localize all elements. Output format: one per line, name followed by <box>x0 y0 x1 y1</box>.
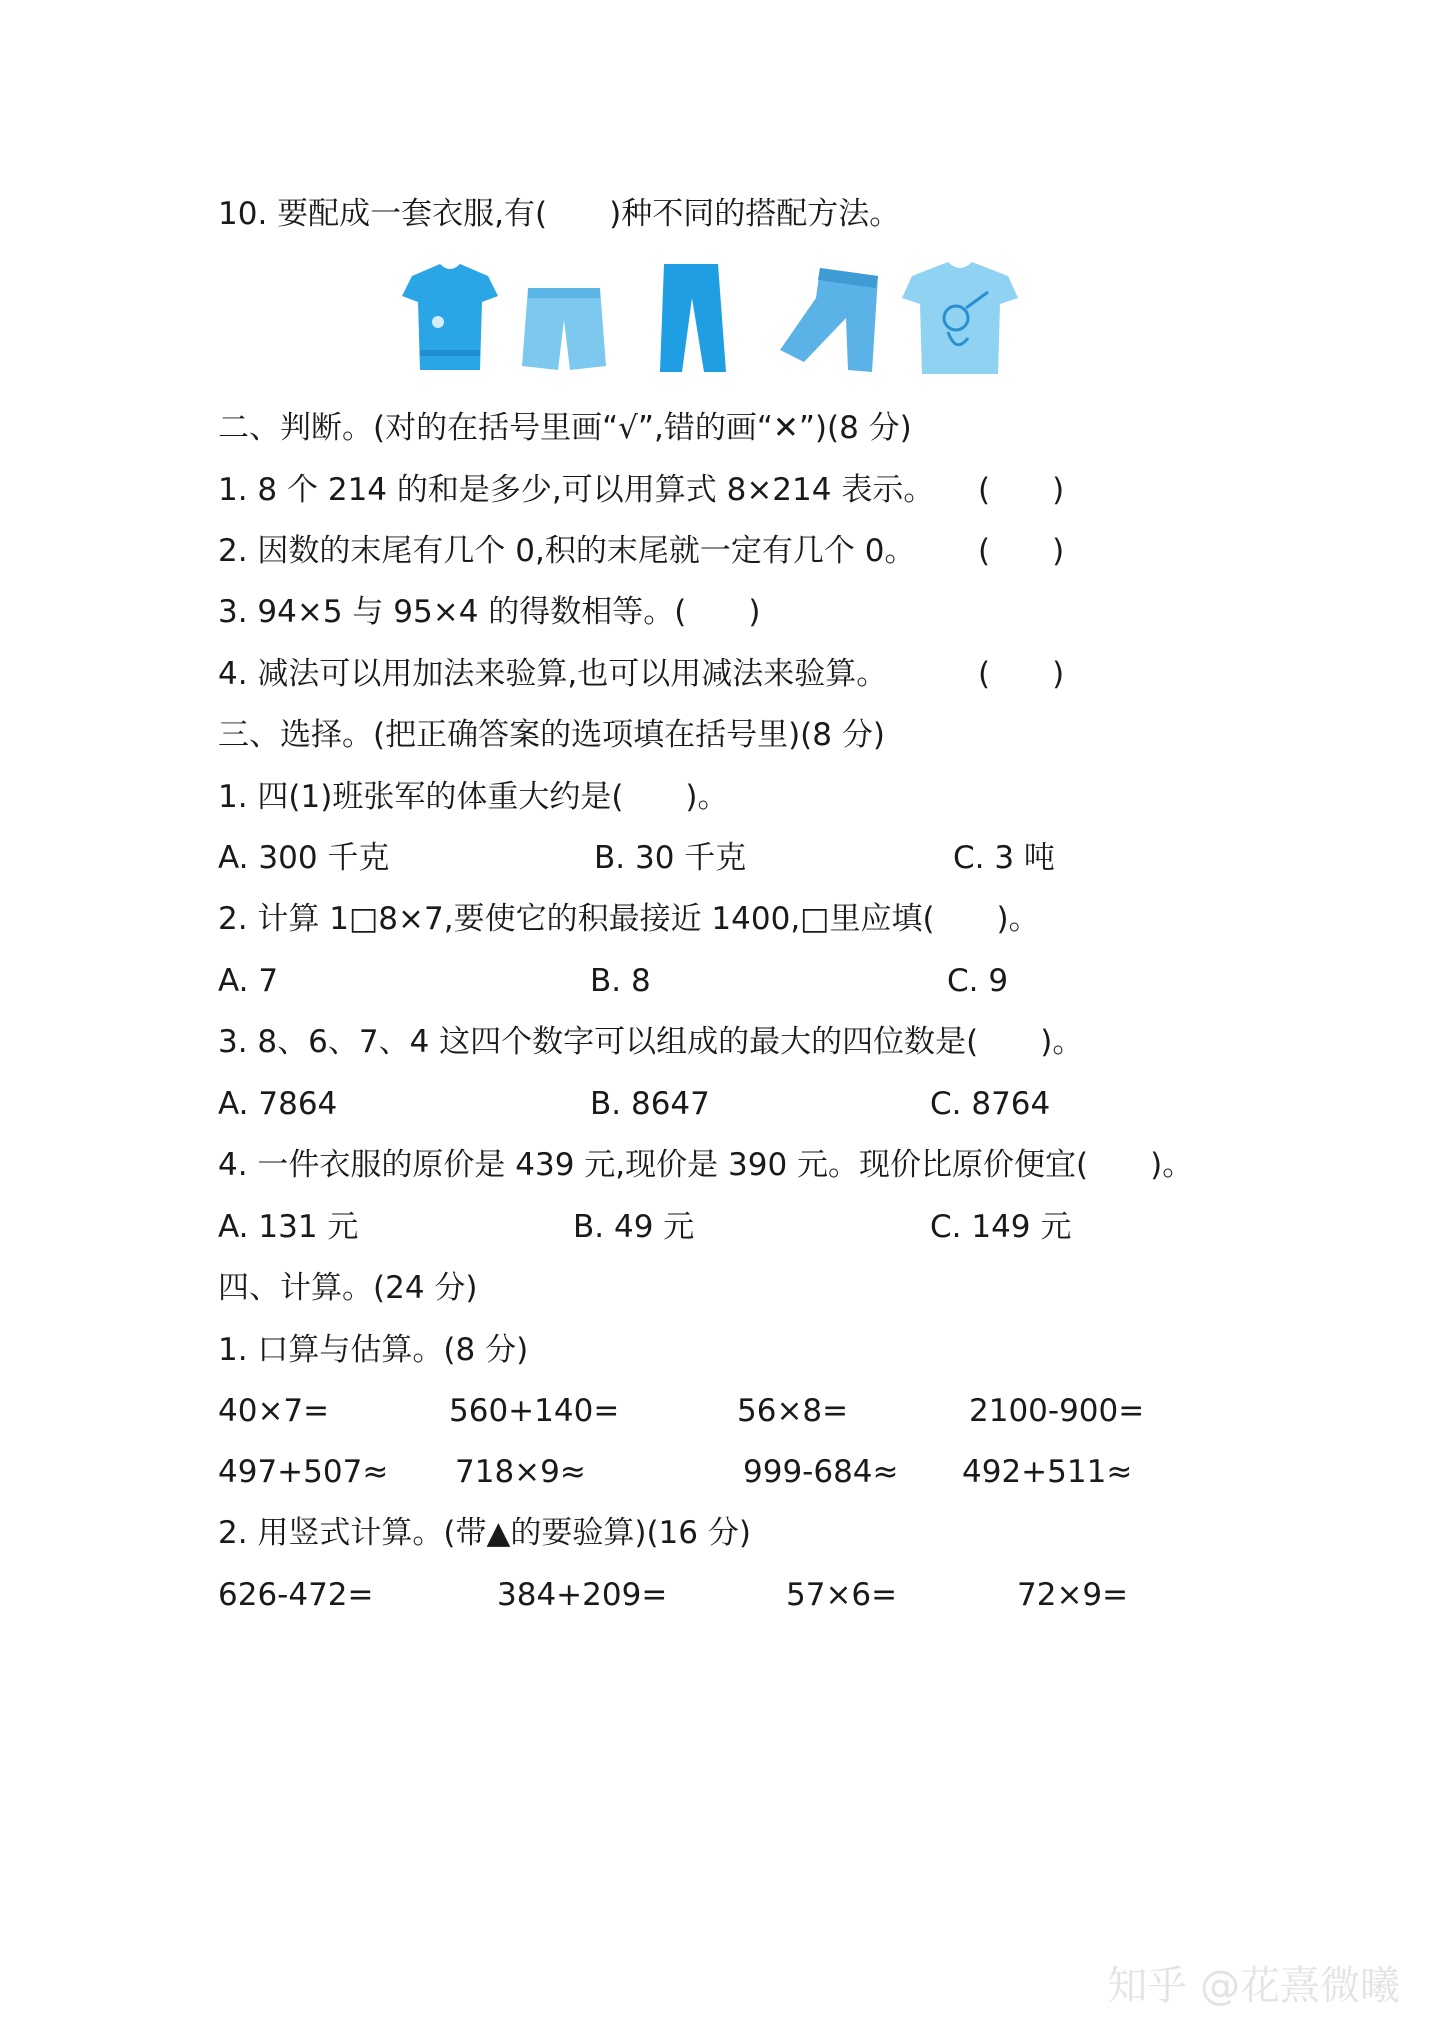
estimate-expression: 492+511≈ <box>962 1454 1133 1490</box>
judge-item-4-answer-blank: ( ) <box>978 656 1065 692</box>
choice-3-option-a: A. 7864 <box>218 1086 338 1122</box>
choice-question-1: 1. 四(1)班张军的体重大约是( )。 <box>218 779 729 815</box>
choice-3-option-c: C. 8764 <box>930 1086 1051 1122</box>
watermark: 知乎 @花熹微曦 <box>1107 1963 1400 2009</box>
estimate-expression: 497+507≈ <box>218 1454 389 1490</box>
choice-2-option-a: A. 7 <box>218 963 279 999</box>
judge-item-2-answer-blank: ( ) <box>978 533 1065 569</box>
shorts-icon <box>522 288 606 370</box>
vertical-calc-title: 2. 用竖式计算。(带▲的要验算)(16 分) <box>218 1515 751 1551</box>
choice-4-option-b: B. 49 元 <box>573 1209 695 1245</box>
judge-item-3: 3. 94×5 与 95×4 的得数相等。( ) <box>218 594 761 630</box>
vertical-calc-expression: 72×9= <box>1017 1577 1129 1613</box>
vertical-calc-expression: 57×6= <box>786 1577 898 1613</box>
judge-item-2: 2. 因数的末尾有几个 0,积的末尾就一定有几个 0。 <box>218 533 916 569</box>
section-4-header: 四、计算。(24 分) <box>218 1270 478 1306</box>
mental-math-expression: 40×7= <box>218 1393 330 1429</box>
t-shirt-icon <box>402 264 498 370</box>
choice-question-4: 4. 一件衣服的原价是 439 元,现价是 390 元。现价比原价便宜( )。 <box>218 1147 1194 1183</box>
question-10: 10. 要配成一套衣服,有( )种不同的搭配方法。 <box>218 196 901 232</box>
vertical-calc-expression: 384+209= <box>497 1577 668 1613</box>
choice-question-2: 2. 计算 1□8×7,要使它的积最接近 1400,□里应填( )。 <box>218 901 1040 937</box>
choice-4-option-c: C. 149 元 <box>930 1209 1072 1245</box>
mental-math-expression: 2100-900= <box>969 1393 1145 1429</box>
mental-math-expression: 56×8= <box>737 1393 849 1429</box>
t-shirt-monkey-icon <box>902 262 1018 374</box>
clothes-illustration <box>400 258 1050 378</box>
choice-2-option-b: B. 8 <box>590 963 651 999</box>
choice-4-option-a: A. 131 元 <box>218 1209 359 1245</box>
mental-math-title: 1. 口算与估算。(8 分) <box>218 1332 529 1368</box>
jeans-icon <box>780 268 878 372</box>
section-3-header: 三、选择。(把正确答案的选项填在括号里)(8 分) <box>218 717 885 753</box>
choice-3-option-b: B. 8647 <box>590 1086 710 1122</box>
choice-2-option-c: C. 9 <box>947 963 1009 999</box>
section-2-header: 二、判断。(对的在括号里画“√”,错的画“✕”)(8 分) <box>218 410 912 446</box>
choice-1-option-c: C. 3 吨 <box>953 840 1055 876</box>
pants-icon <box>660 264 726 372</box>
choice-question-3: 3. 8、6、7、4 这四个数字可以组成的最大的四位数是( )。 <box>218 1024 1084 1060</box>
judge-item-4: 4. 减法可以用加法来验算,也可以用减法来验算。 <box>218 656 888 692</box>
choice-1-option-a: A. 300 千克 <box>218 840 390 876</box>
mental-math-expression: 560+140= <box>449 1393 620 1429</box>
vertical-calc-expression: 626-472= <box>218 1577 374 1613</box>
estimate-expression: 718×9≈ <box>455 1454 586 1490</box>
choice-1-option-b: B. 30 千克 <box>594 840 747 876</box>
estimate-expression: 999-684≈ <box>743 1454 899 1490</box>
judge-item-1: 1. 8 个 214 的和是多少,可以用算式 8×214 表示。 <box>218 472 935 508</box>
judge-item-1-answer-blank: ( ) <box>978 472 1065 508</box>
